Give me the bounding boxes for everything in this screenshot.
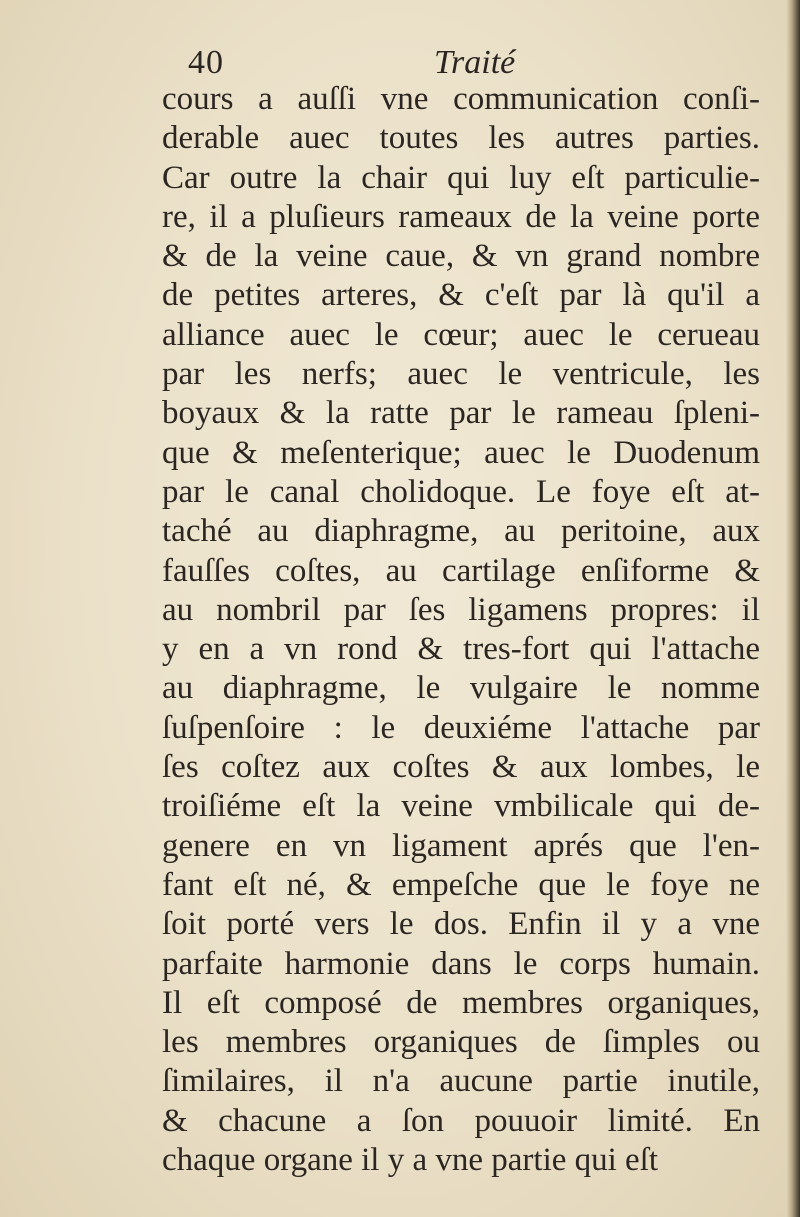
text-line: boyaux & la ratte par le rameau ſpleni- — [162, 395, 760, 432]
text-line: Il eſt composé de membres organiques, — [162, 984, 760, 1021]
text-line: de petites arteres, & c'eſt par là qu'il a — [162, 277, 760, 314]
text-line: fant eſt né, & empeſche que le foye ne — [162, 866, 760, 903]
text-line: parfaite harmonie dans le corps humain. — [162, 945, 760, 982]
text-line: ſes coſtez aux coſtes & aux lombes, le — [162, 749, 760, 786]
text-line: ſoit porté vers le dos. Enfin il y a vne — [162, 906, 760, 943]
text-line: Car outre la chair qui luy eſt particulie- — [162, 159, 760, 196]
body-text — [162, 80, 760, 1180]
running-head: Traité — [434, 44, 516, 81]
text-line: troiſiéme eſt la veine vmbilicale qui de- — [162, 788, 760, 825]
text-line: fauſſes coſtes, au cartilage enſiforme & — [162, 552, 760, 589]
text-line: chaque organe il y a vne partie qui eſt — [162, 1142, 659, 1179]
text-line: genere en vn ligament aprés que l'en- — [162, 827, 760, 864]
text-line: par le canal cholidoque. Le foye eſt at- — [162, 473, 760, 510]
text-line: taché au diaphragme, au peritoine, aux — [162, 513, 760, 550]
text-line: ſuſpenſoire : le deuxiéme l'attache par — [162, 709, 760, 746]
text-line: au diaphragme, le vulgaire le nomme — [162, 670, 760, 707]
text-line: au nombril par ſes ligamens propres: il — [162, 591, 760, 628]
text-line: ſimilaires, il n'a aucune partie inutile, — [162, 1063, 760, 1100]
text-line: & chacune a ſon pouuoir limité. En — [162, 1102, 760, 1139]
page-number: 40 — [188, 44, 224, 81]
text-line: par les nerfs; auec le ventricule, les — [162, 356, 760, 393]
text-line: cours a auſſi vne communication conſi- — [162, 81, 760, 117]
text-line: que & meſenterique; auec le Duodenum — [162, 434, 760, 471]
page-gutter — [786, 0, 800, 1217]
text-line: y en a vn rond & tres-fort qui l'attache — [162, 631, 760, 668]
text-line: les membres organiques de ſimples ou — [162, 1024, 760, 1061]
text-line: alliance auec le cœur; auec le cerueau — [162, 316, 760, 353]
text-line: & de la veine caue, & vn grand nombre — [162, 238, 760, 275]
text-line: re, il a pluſieurs rameaux de la veine porte — [162, 198, 760, 235]
text-line: derable auec toutes les autres parties. — [162, 120, 760, 157]
